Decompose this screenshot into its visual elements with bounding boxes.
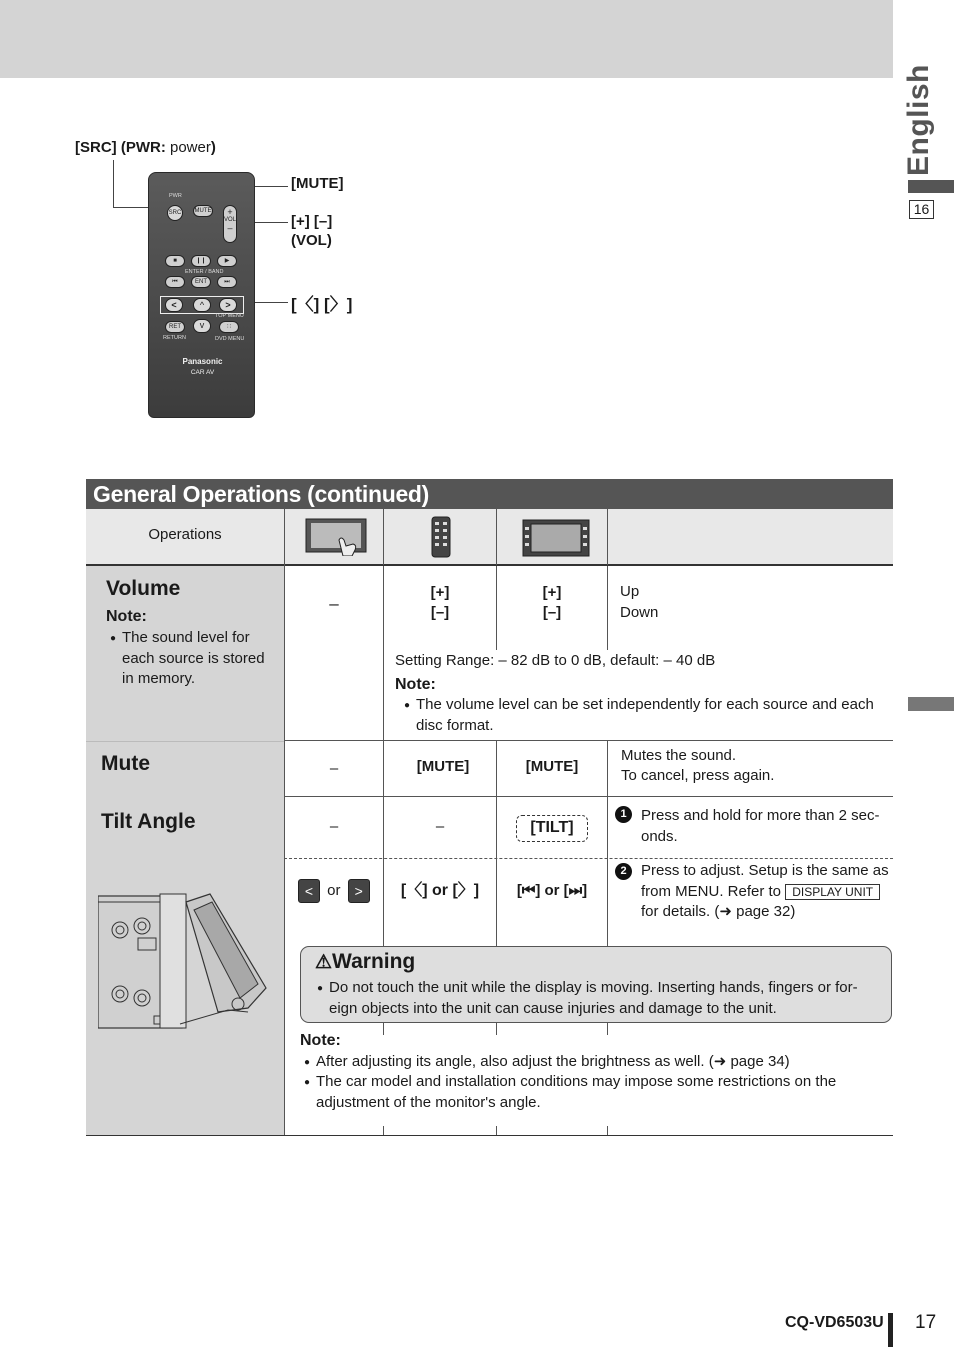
remote-left-icon: < <box>165 298 183 312</box>
bottom-note-item-1: ● After adjusting its angle, also adjust the brightness as well. (➜ page 34) <box>316 1052 876 1073</box>
src-label-normal: power <box>165 139 211 156</box>
tilt-touch-keys <box>298 879 378 903</box>
tilt-step-2-text-a: Press to adjust. Setup is the same as from MENU. Refer to <box>641 862 889 900</box>
remote-src-button: SRC <box>167 205 183 221</box>
remote-return-text: RETURN <box>163 335 186 341</box>
remote-vol-text: VOL <box>224 217 237 223</box>
warning-title <box>315 950 415 974</box>
volume-touch: – <box>329 594 339 613</box>
warning-box <box>300 946 892 1023</box>
volume-setting-range: Setting Range: – 82 dB to 0 dB, default: – 40 dB <box>395 652 716 669</box>
col-divider-4-header <box>607 509 608 565</box>
footer-bar <box>888 1313 893 1347</box>
col-divider-4-lower <box>607 741 608 946</box>
header-operations: Operations <box>148 526 222 543</box>
mute-label: [MUTE] <box>291 175 344 192</box>
col-divider-3-header <box>496 509 497 565</box>
row-divider-volume-left <box>86 741 284 742</box>
volume-remote-minus[interactable]: [–] <box>430 604 450 621</box>
col-divider-2-volume-note <box>383 650 384 740</box>
section-title: General Operations (continued) <box>86 479 893 509</box>
warning-icon: ⚠ <box>315 952 333 973</box>
touch-left-key[interactable]: < <box>298 879 320 903</box>
touch-right-key[interactable]: > <box>348 879 370 903</box>
tilt-unit-keys[interactable]: [⏮] or [⏭] <box>516 882 588 899</box>
step-1-number: 1 <box>615 806 632 823</box>
src-label <box>75 139 216 156</box>
remote-next-icon: ⏭ <box>217 276 237 288</box>
table-bottom-rule <box>86 1135 893 1136</box>
mute-touch: – <box>329 760 339 777</box>
remote-grid-icon: ∷ <box>219 321 239 333</box>
tilt-remote-keys[interactable]: [〈] or [〉] <box>400 882 480 899</box>
remote-vol-rocker <box>223 205 237 243</box>
row-divider-tilt-step <box>284 858 893 859</box>
remote-column-icon <box>431 516 451 558</box>
remote-down-icon: v <box>193 319 211 333</box>
col-divider-2-header <box>383 509 384 565</box>
remote-vol-plus: + <box>227 207 233 217</box>
display-unit-key: DISPLAY UNIT <box>785 884 880 900</box>
mute-unit-key[interactable]: [MUTE] <box>525 758 579 775</box>
mute-remote-key[interactable]: [MUTE] <box>416 758 470 775</box>
tilt-step-2-text-b: for details. (➜ page 32) <box>641 903 796 920</box>
volume-remote-plus[interactable]: [+] <box>430 584 450 601</box>
page-number: 17 <box>915 1312 937 1333</box>
volume-unit-minus[interactable]: [–] <box>542 604 562 621</box>
col-divider-4-volume <box>607 566 608 650</box>
tilt-remote: – <box>435 818 445 835</box>
remote-stop-icon: ■ <box>165 255 185 267</box>
remote-up-icon: ^ <box>193 298 211 312</box>
vol-label-line2: (VOL) <box>291 232 332 249</box>
tilt-step-1: Press and hold for more than 2 sec- onds. <box>641 807 880 845</box>
warning-text: ● Do not touch the unit while the display is moving. Inserting hands, fingers or for- eign objects into the unit can cause injuries and damage to the unit. <box>329 978 881 1019</box>
src-leader-line <box>113 160 114 208</box>
remote-prev-icon: ⏮ <box>165 276 185 288</box>
header-band <box>0 0 893 78</box>
remote-brand-logo: Panasonic <box>182 357 223 366</box>
tilt-step-2 <box>641 861 891 923</box>
remote-mute-button: MUTE <box>193 205 213 217</box>
warning-title-text: Warning <box>332 950 416 973</box>
language-tab-bar <box>908 180 954 193</box>
row-divider-mute <box>284 796 893 797</box>
volume-up: Up <box>620 583 640 600</box>
remote-control-illustration <box>148 172 255 418</box>
remote-top-menu-text: TOP MENU <box>215 313 244 319</box>
src-label-bold: [SRC] (PWR: <box>75 139 166 156</box>
remote-right-icon: > <box>219 298 237 312</box>
remote-vol-minus: – <box>227 223 233 233</box>
src-label-close: ) <box>210 139 216 156</box>
remote-pause-icon: ❙❙ <box>191 255 211 267</box>
remote-enter-band-text: ENTER / BAND <box>185 269 224 275</box>
cursor-label: [〈] [〉] <box>291 295 353 314</box>
volume-note-text: ● The sound level for each source is stored in memory. <box>122 628 272 690</box>
volume-title: Volume <box>106 577 181 600</box>
tilt-touch: – <box>329 818 339 835</box>
tilt-angle-illustration <box>98 888 270 1030</box>
mute-desc-2: To cancel, press again. <box>621 767 775 784</box>
tilt-title: Tilt Angle <box>101 810 196 833</box>
col-tick-3a <box>496 1023 497 1035</box>
model-number: CQ-VD6503U <box>785 1314 884 1331</box>
vol-label <box>291 212 332 250</box>
bottom-note-label: Note: <box>300 1032 341 1049</box>
touch-or-text: or <box>327 881 341 899</box>
volume-note2-label: Note: <box>395 676 436 693</box>
remote-car-av-text: CAR AV <box>190 369 215 376</box>
remote-play-icon: ▶ <box>217 255 237 267</box>
mute-desc-1: Mutes the sound. <box>621 747 737 764</box>
language-tab: English <box>902 64 935 176</box>
volume-down: Down <box>620 604 659 621</box>
mute-title: Mute <box>101 752 150 775</box>
remote-ent-button: ENT <box>191 276 211 288</box>
volume-note2-text: ● The volume level can be set independently for each source and each disc format. <box>416 695 886 736</box>
section-number: 16 <box>909 200 934 219</box>
bottom-note-item-2: ● The car model and installation conditions may impose some restrictions on the adjustment of the monitor's angle. <box>316 1072 876 1113</box>
col-tick-2a <box>383 1023 384 1035</box>
remote-pwr-text: PWR <box>169 193 182 199</box>
main-unit-icon <box>522 519 590 557</box>
volume-note-label: Note: <box>106 608 147 625</box>
vol-label-line1: [+] [–] <box>291 213 333 230</box>
row-divider-volume <box>284 740 893 741</box>
col-tick-4a <box>607 1023 608 1035</box>
touch-panel-icon <box>305 518 367 554</box>
side-marker-bar <box>908 697 954 711</box>
step-2-number: 2 <box>615 863 632 880</box>
remote-dvd-menu-text: DVD MENU <box>215 336 245 342</box>
remote-ret-button: RET <box>165 321 185 333</box>
tilt-key-button[interactable]: [TILT] <box>516 815 588 842</box>
volume-unit-plus[interactable]: [+] <box>542 584 562 601</box>
